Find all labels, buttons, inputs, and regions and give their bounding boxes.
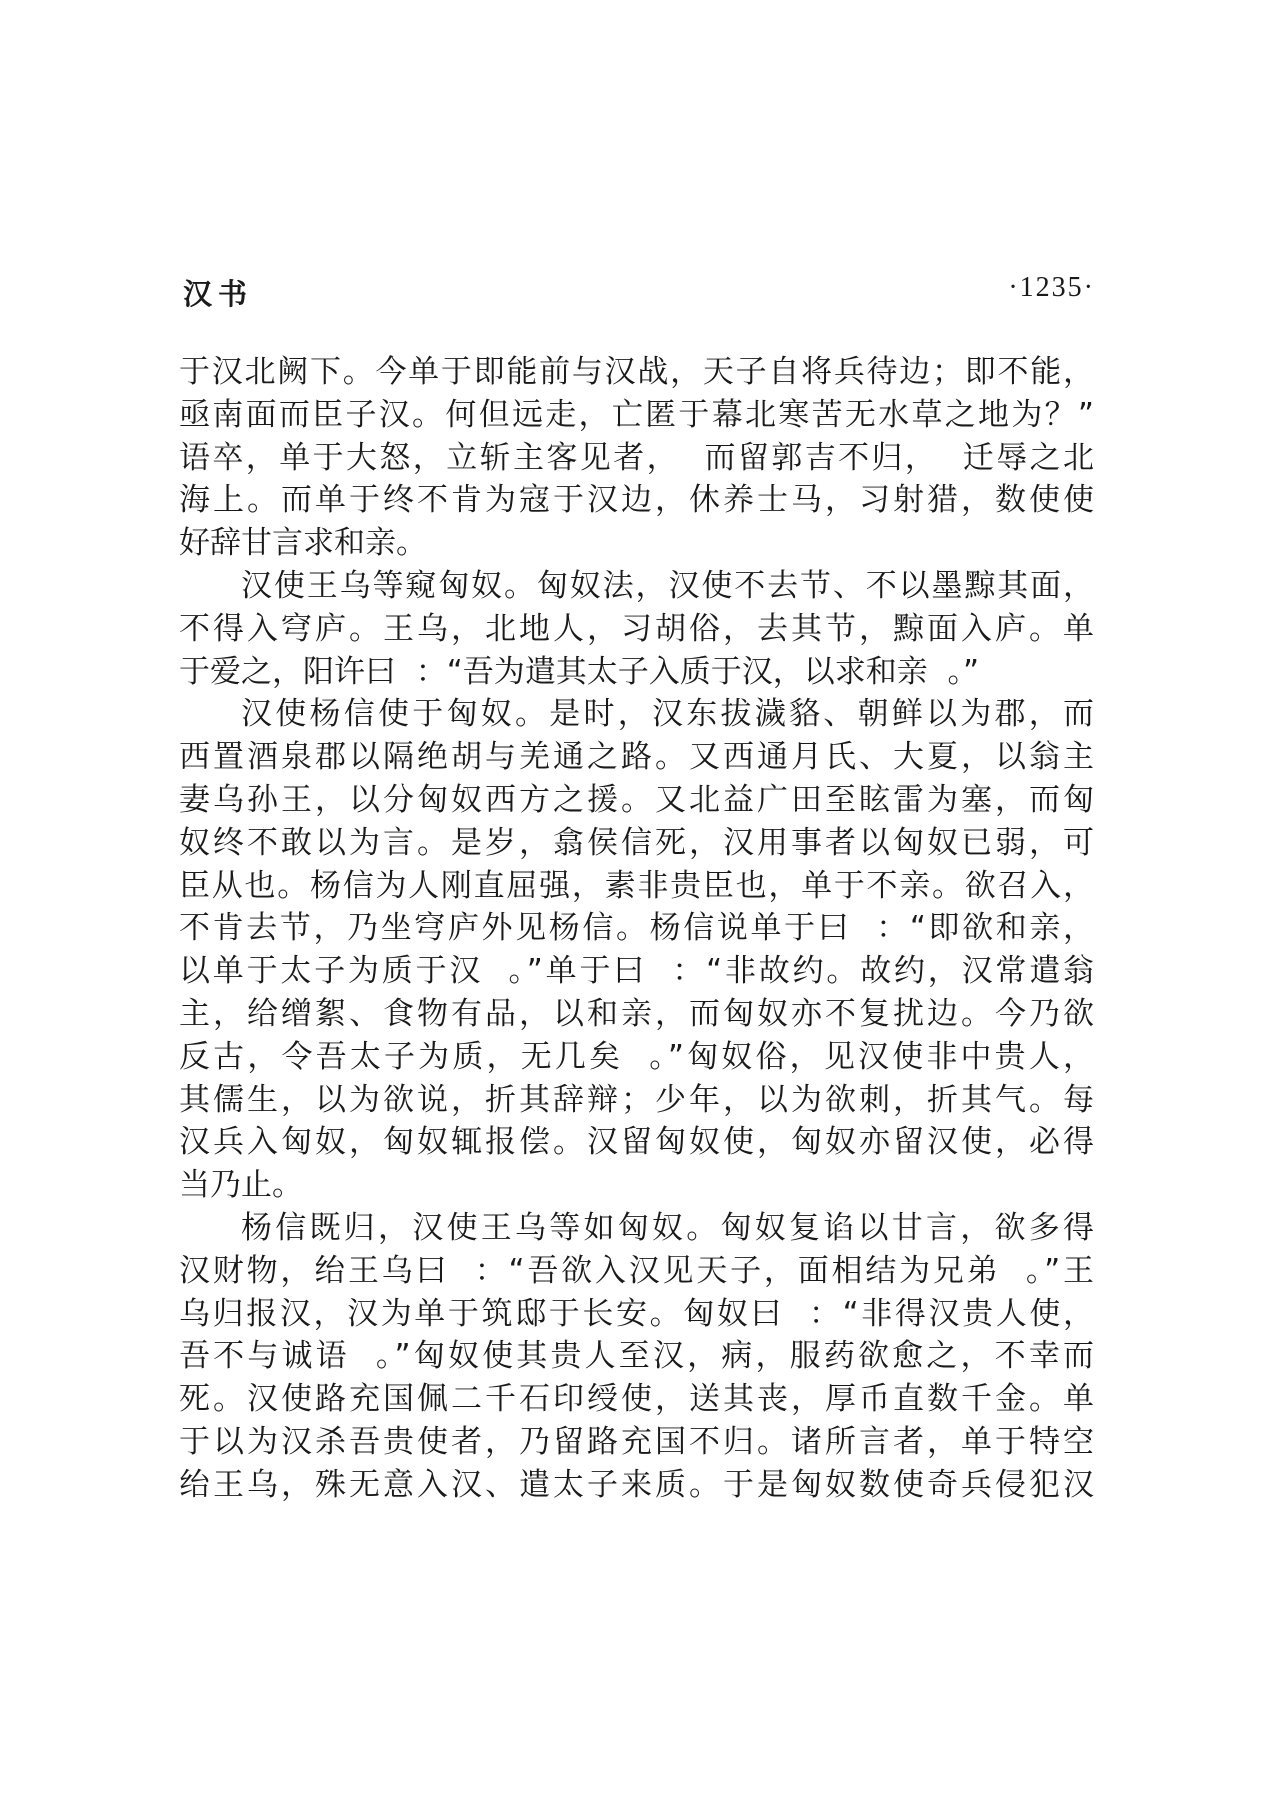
- text-line: 乌归报汉，汉为单于筑邸于长安。匈奴曰 ：“非得汉贵人使，: [179, 1295, 1094, 1332]
- text-line: 汉财物，绐王乌曰 ：“吾欲入汉见天子，面相结为兄弟 。”王: [179, 1252, 1094, 1289]
- text-line: 不肯去节，乃坐穹庐外见杨信。杨信说单于曰 ：“即欲和亲，: [179, 910, 1094, 947]
- text-line: 臣从也。杨信为人刚直屈强，素非贵臣也，单于不亲。欲召入，: [179, 867, 1094, 904]
- text-line: 当乃止。: [179, 1167, 303, 1204]
- text-line: 好辞甘言求和亲。: [179, 525, 427, 562]
- text-line: 语卒，单于大怒，立斩主客见者， 而留郭吉不归， 迁辱之北: [179, 439, 1094, 476]
- text-line: 不得入穹庐。王乌，北地人，习胡俗，去其节，黥面入庐。单: [179, 610, 1094, 647]
- text-line: 死。汉使路充国佩二千石印绶使，送其丧，厚币直数千金。单: [179, 1381, 1094, 1418]
- text-line: 杨信既归，汉使王乌等如匈奴。匈奴复谄以甘言，欲多得: [241, 1209, 1094, 1246]
- text-line: 于爱之，阳许曰 ：“吾为遣其太子入质于汉，以求和亲 。”: [179, 653, 980, 690]
- text-line: 于以为汉杀吾贵使者，乃留路充国不归。诸所言者，单于特空: [179, 1423, 1094, 1460]
- text-line: 妻乌孙王，以分匈奴西方之援。又北益广田至眩雷为塞，而匈: [179, 781, 1094, 818]
- text-line: 主，给缯絮、食物有品，以和亲，而匈奴亦不复扰边。今乃欲: [179, 995, 1094, 1032]
- text-line: 汉兵入匈奴，匈奴辄报偿。汉留匈奴使，匈奴亦留汉使，必得: [179, 1124, 1094, 1161]
- text-line: 其儒生，以为欲说，折其辞辩；少年，以为欲刺，折其气。每: [179, 1081, 1094, 1118]
- text-line: 绐王乌，殊无意入汉、遣太子来质。于是匈奴数使奇兵侵犯汉: [179, 1466, 1094, 1503]
- book-title: 汉书: [183, 277, 254, 311]
- text-line: 于汉北阙下。今单于即能前与汉战，天子自将兵待边；即不能，: [179, 354, 1094, 390]
- text-line: 汉使王乌等窥匈奴。匈奴法，汉使不去节、不以墨黥其面，: [241, 567, 1094, 604]
- page-number: ·1235·: [1008, 272, 1095, 303]
- text-line: 以单于太子为质于汉 。”单于曰 ：“非故约。故约，汉常遣翁: [179, 953, 1094, 990]
- text-line: 西置酒泉郡以隔绝胡与羌通之路。又西通月氏、大夏，以翁主: [179, 739, 1094, 776]
- text-line: 海上。而单于终不肯为寇于汉边，休养士马，习射猎，数使使: [179, 482, 1094, 519]
- body-text: [179, 351, 1094, 1507]
- text-line: 汉使杨信使于匈奴。是时，汉东拔濊貉、朝鲜以为郡，而: [241, 696, 1094, 733]
- text-line: 吾不与诚语 。”匈奴使其贵人至汉，病，服药欲愈之，不幸而: [179, 1338, 1094, 1375]
- text-line: 反古，令吾太子为质，无几矣 。”匈奴俗，见汉使非中贵人，: [179, 1038, 1094, 1075]
- text-line: 奴终不敢以为言。是岁，翕侯信死，汉用事者以匈奴已弱，可: [179, 824, 1094, 861]
- text-line: 亟南面而臣子汉。何但远走，亡匿于幕北寒苦无水草之地为？”: [179, 396, 1094, 433]
- running-head: [183, 268, 1095, 316]
